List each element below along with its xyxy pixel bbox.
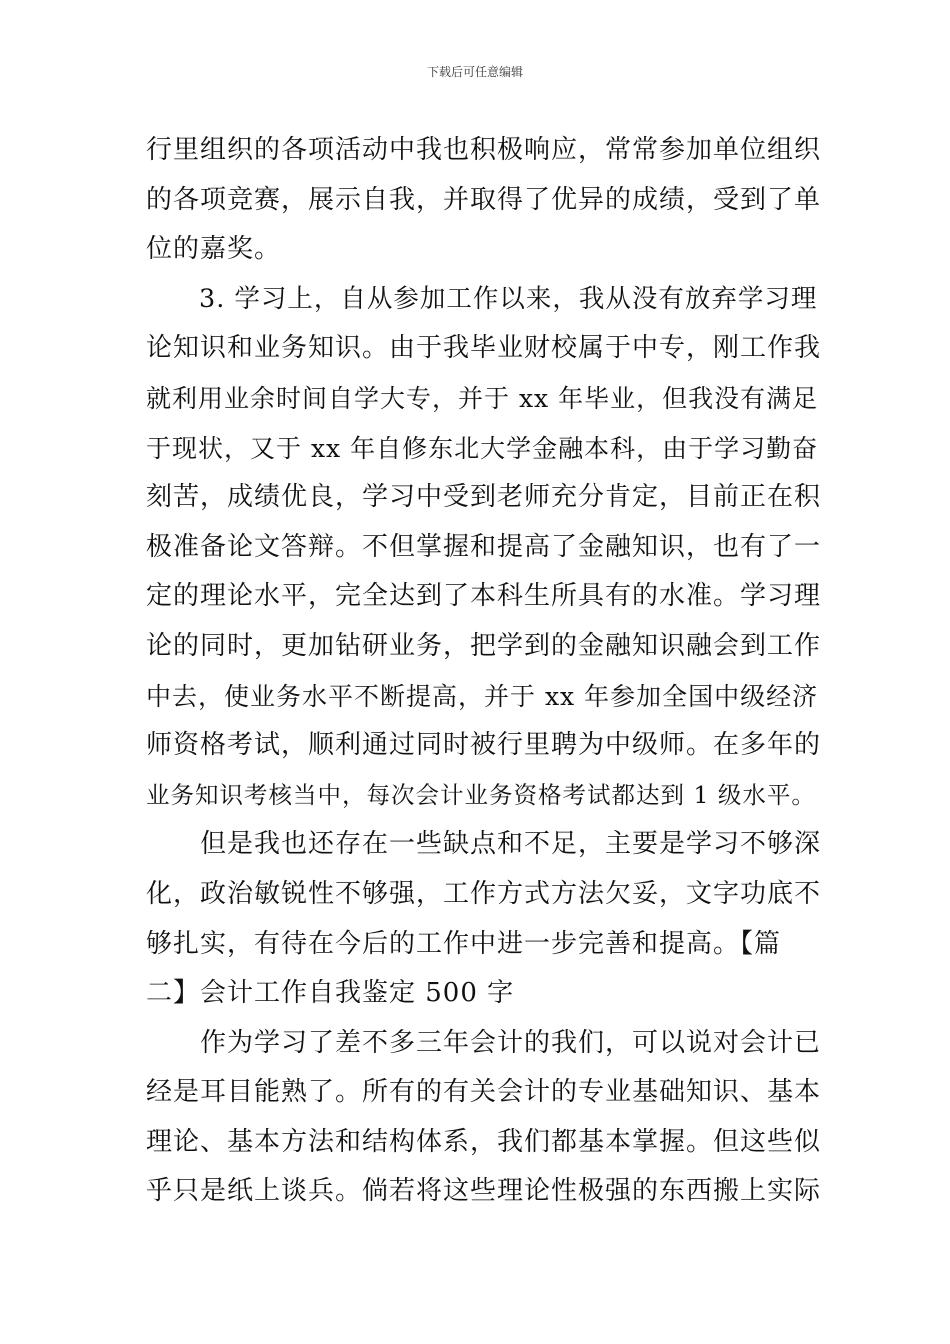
text-line: 行里组织的各项活动中我也积极响应，常常参加单位组织 bbox=[146, 135, 822, 165]
text-line: 位的嘉奖。 bbox=[146, 234, 282, 265]
text-line: 就利用业余时间自学大专，并于 xx 年毕业，但我没有满足 bbox=[146, 383, 819, 413]
page-header: 下载后可任意编辑 bbox=[426, 65, 523, 79]
text-line: 3. 学习上，自从参加工作以来，我从没有放弃学习理 bbox=[146, 283, 818, 314]
text-line: 理论、基本方法和结构体系，我们都基本掌握。但这些似 bbox=[146, 1126, 822, 1157]
body-text bbox=[146, 126, 822, 1217]
text-line: 师资格考试，顺利通过同时被行里聘为中级师。在多年的 bbox=[146, 730, 822, 761]
text-line: 二】会计工作自我鉴定 500 字 bbox=[146, 978, 515, 1009]
text-line: 于现状，又于 xx 年自修东北大学金融本科，由于学习勤奋 bbox=[146, 433, 819, 463]
text-line: 论的同时，更加钻研业务，把学到的金融知识融会到工作 bbox=[146, 630, 822, 661]
text-line: 乎只是纸上谈兵。倘若将这些理论性极强的东西搬上实际 bbox=[146, 1176, 822, 1207]
text-line: 经是耳目能熟了。所有的有关会计的专业基础知识、基本 bbox=[146, 1077, 822, 1108]
text-line: 中去，使业务水平不断提高，并于 xx 年参加全国中级经济 bbox=[146, 681, 819, 711]
text-line: 够扎实，有待在今后的工作中进一步完善和提高。【篇 bbox=[146, 928, 782, 959]
text-line: 定的理论水平，完全达到了本科生所具有的水准。学习理 bbox=[146, 581, 822, 612]
text-line: 刻苦，成绩优良，学习中受到老师充分肯定，目前正在积 bbox=[146, 482, 822, 513]
text-line: 但是我也还存在一些缺点和不足，主要是学习不够深 bbox=[146, 829, 822, 860]
text-line: 业务知识考核当中，每次会计业务资格考试都达到 1 级水平。 bbox=[146, 780, 816, 809]
text-line: 论知识和业务知识。由于我毕业财校属于中专，刚工作我 bbox=[146, 333, 822, 364]
text-line: 的各项竞赛，展示自我，并取得了优异的成绩，受到了单 bbox=[146, 184, 822, 215]
text-line: 作为学习了差不多三年会计的我们，可以说对会计已 bbox=[146, 1027, 822, 1058]
text-line: 极准备论文答辩。不但掌握和提高了金融知识，也有了一 bbox=[146, 531, 822, 562]
text-line: 化，政治敏锐性不够强，工作方式方法欠妥，文字功底不 bbox=[146, 878, 822, 909]
